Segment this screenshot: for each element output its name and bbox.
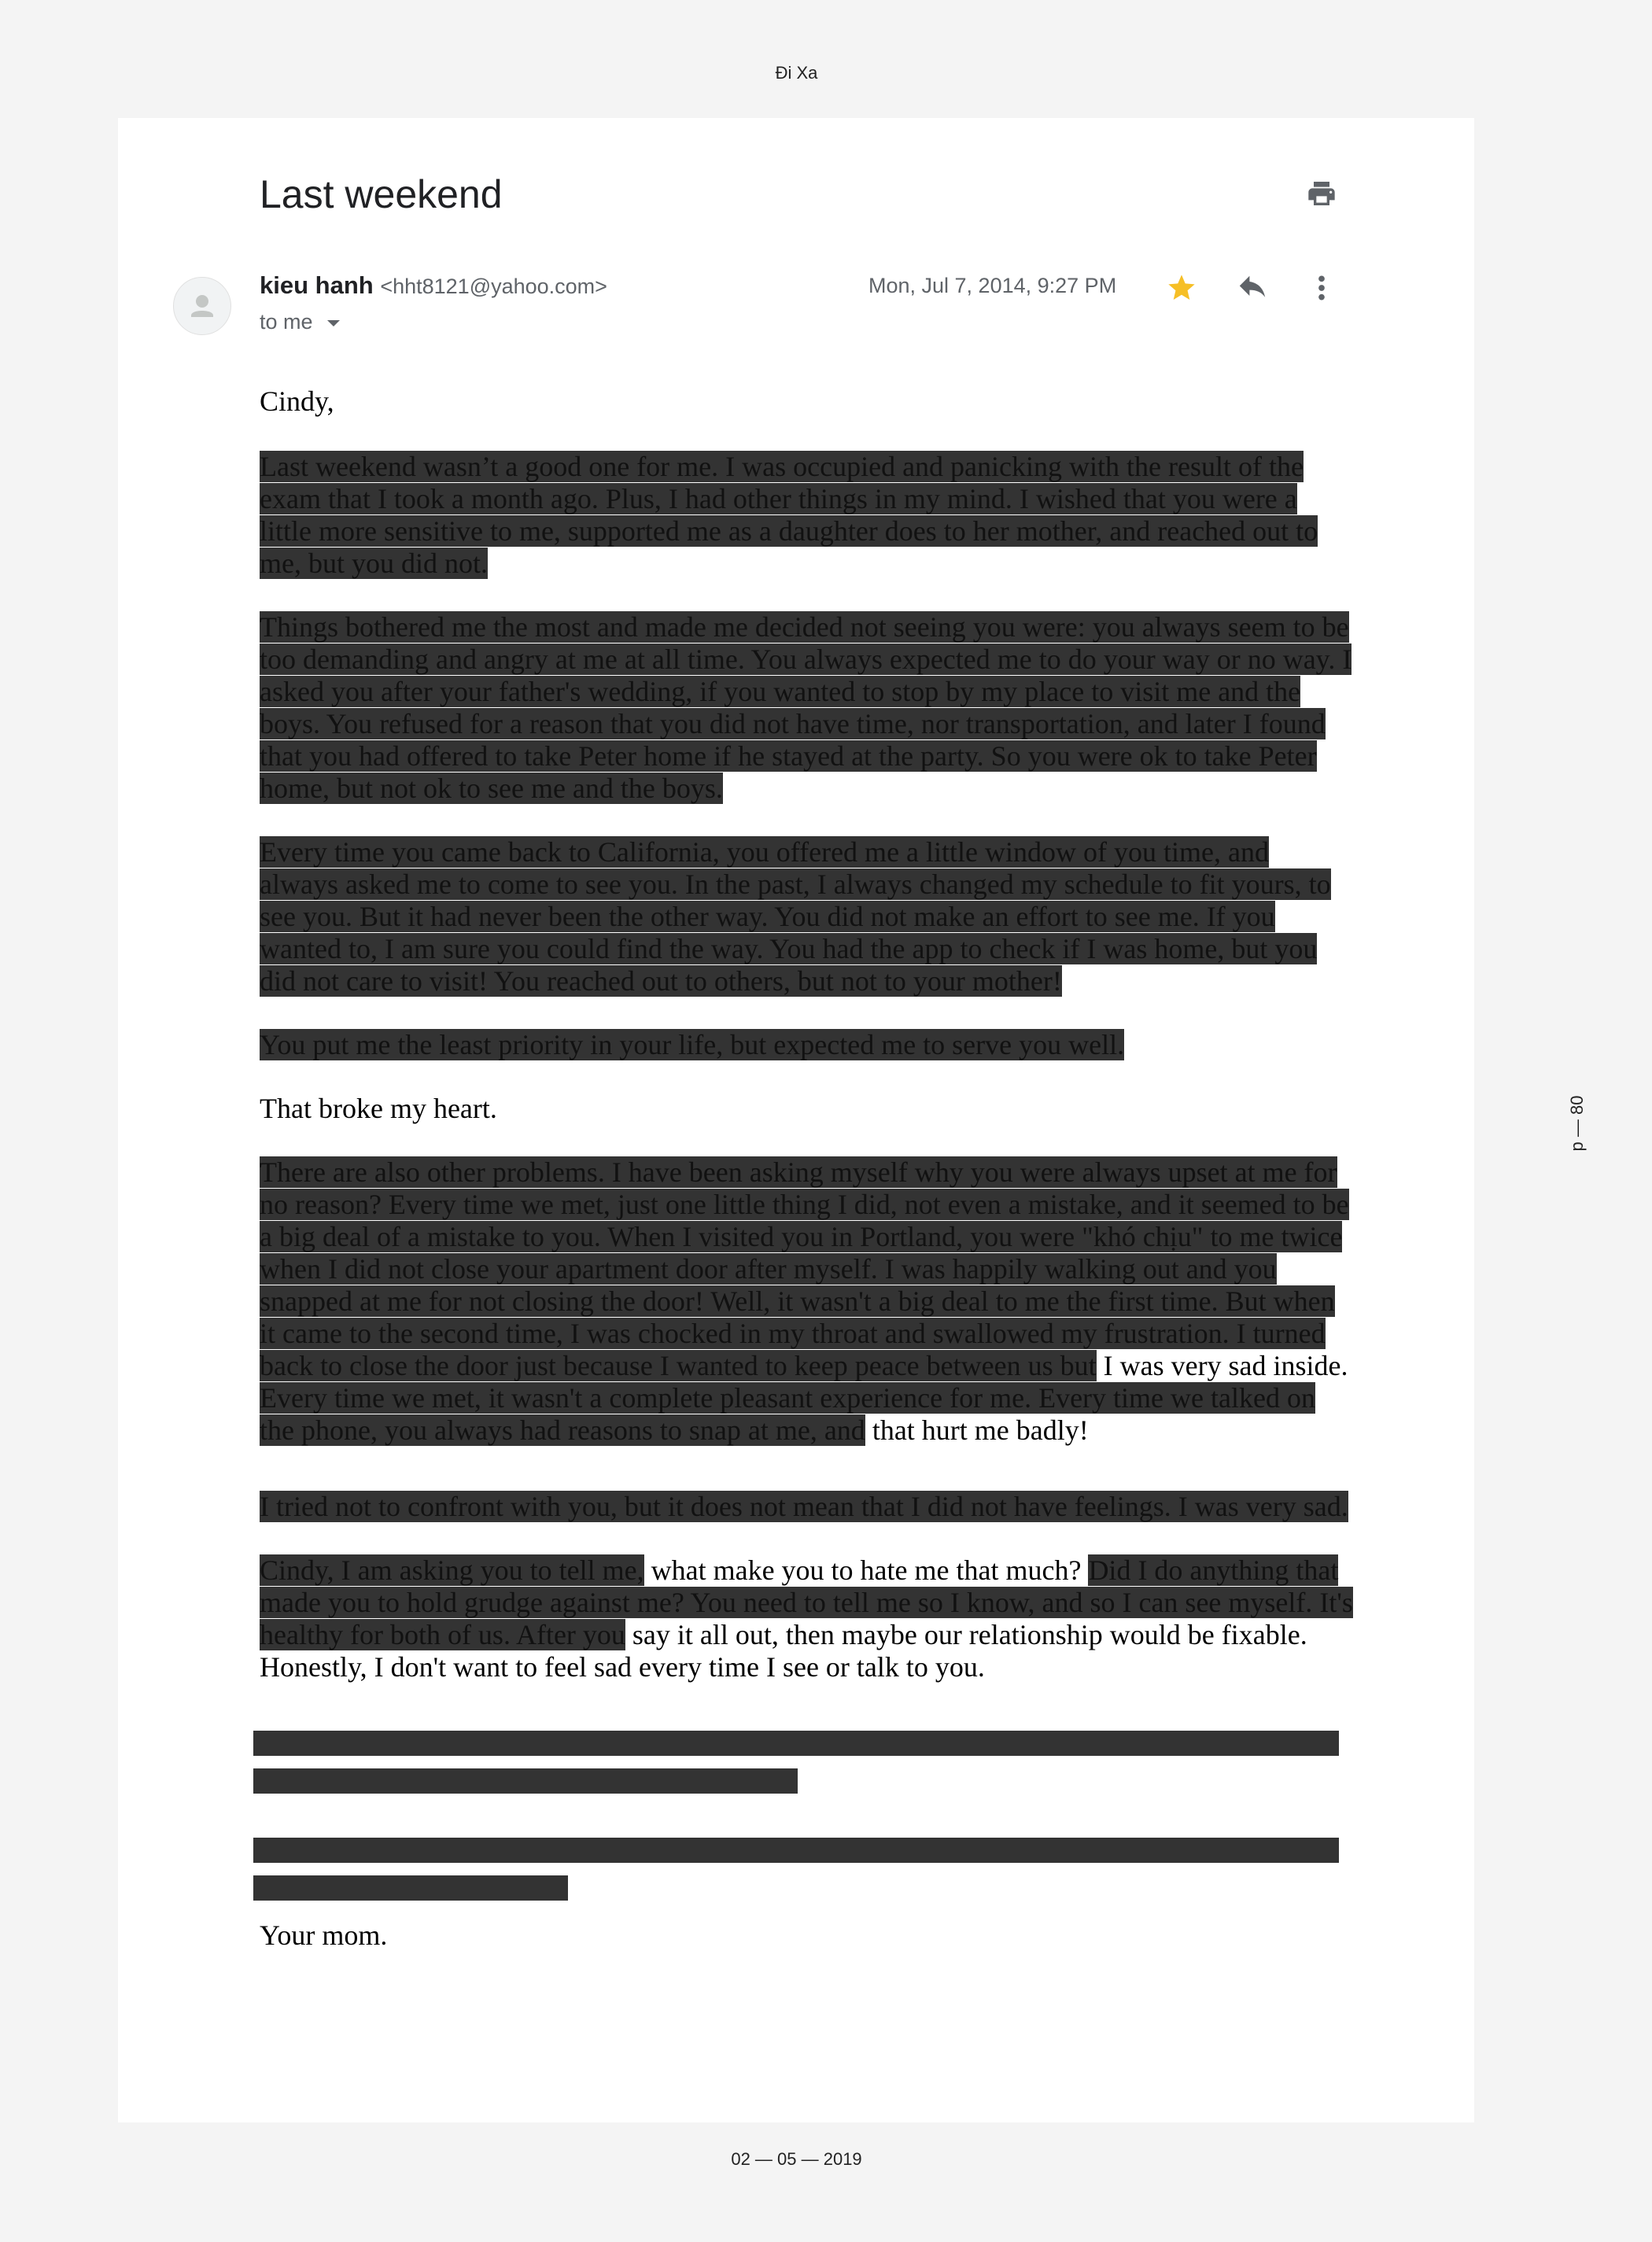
running-header: Đi Xa [775,63,818,83]
paragraph-redacted: I tried not to confront with you, but it does not mean that I did not have feelings. I was very sad. [260,1491,1348,1522]
chevron-down-icon [325,318,342,329]
email-card [118,118,1474,2122]
email-body [260,385,1353,1952]
email-date: Mon, Jul 7, 2014, 9:27 PM [868,274,1117,297]
person-icon [173,277,231,335]
redaction-bar [253,1731,1339,1756]
paragraph-redacted: Every time you came back to California, you offered me a little window of you time, and always asked me to come to see you. In the past, I always changed my schedule to fit yours, to see you. But it had never been the other way. You did not make an effort to see me. If you wanted to, I am sure you could find the way. You had the app to check if I was home, but you did not care to visit! You reached out to others, but not to your mother! [260,836,1331,997]
paragraph-redacted: Cindy, I am asking you to tell me, [260,1554,644,1586]
email-subject: Last weekend [260,172,503,216]
recipient-toggle[interactable] [260,310,342,334]
footer-date: 02 — 05 — 2019 [731,2149,862,2169]
redaction-bar [253,1875,568,1901]
paragraph-redacted: Last weekend wasn’t a good one for me. I was occupied and panicking with the result of the exam that I took a month ago. Plus, I had other things in my mind. I wished that you were a little more sensitive to me, supported me as a daughter does to her mother, and reached out to me, but you did not. [260,451,1318,579]
paragraph-text: what make you to hate me that much? [643,1554,1089,1586]
paragraph: That broke my heart. [260,1093,497,1124]
paragraph-redacted: You put me the least priority in your life, but expected me to serve you well. [260,1029,1125,1060]
paragraph-redacted: Things bothered me the most and made me decided not seeing you were: you always seem to be too demanding and angry at me at all time. You always expected me to do your way or no way. I asked you after your father's wedding, if you wanted to stop by my place to visit me and the boys. You refused for a reason that you did not have time, nor transportation, and later I found that you had offered to take Peter home if he stayed at the party. So you were ok to take Peter home, but not ok to see me and the boys. [260,611,1352,804]
greeting: Cindy, [260,385,334,417]
sender-name[interactable]: kieu hanh [260,271,374,299]
paragraph-redacted: Every time we met, it wasn't a complete pleasant experience for me. Every time we talked on the phone, you always had reasons to snap at me, and [260,1382,1315,1446]
reply-icon[interactable] [1235,275,1270,307]
star-icon[interactable] [1166,272,1197,308]
closing: Your mom. [260,1919,388,1951]
page-number: p — 80 [1567,1095,1587,1152]
print-icon[interactable] [1306,178,1337,209]
paragraph-redacted: Did I do anything that made you to hold grudge against me? You need to tell me so I know, and so I can see myself. It's healthy for both of us. After you [260,1554,1353,1650]
redaction-bar [253,1838,1339,1863]
redacted-block [260,1731,1353,1904]
recipient-label: to me [260,310,313,334]
paragraph-redacted: There are also other problems. I have been asking myself why you were always upset at me for no reason? Every time we met, just one little thing I did, not even a mistake, and it seemed to be a big deal of a mistake to you. When I visited you in Portland, you were "khó chịu" to me twice when I did not close your apartment door after myself. I was happily walking out and you snapped at me for not closing the door! Well, it wasn't a big deal to me the first time. But when it came to the second time, I was chocked in my throat and swallowed my frustration. I turned back to close the door just because I wanted to keep peace between us but [260,1156,1349,1381]
paragraph-text: that hurt me badly! [865,1414,1089,1446]
more-vert-icon[interactable] [1310,272,1333,308]
sender-email: <hht8121@yahoo.com> [380,275,607,298]
redaction-bar [253,1768,798,1794]
paragraph-text: I was very sad inside. [1096,1350,1348,1381]
paragraph-text: say it all out, then maybe our relationship would be fixable. Honestly, I don't want to feel sad every time I see or talk to you. [260,1619,1307,1683]
sender [260,271,607,300]
